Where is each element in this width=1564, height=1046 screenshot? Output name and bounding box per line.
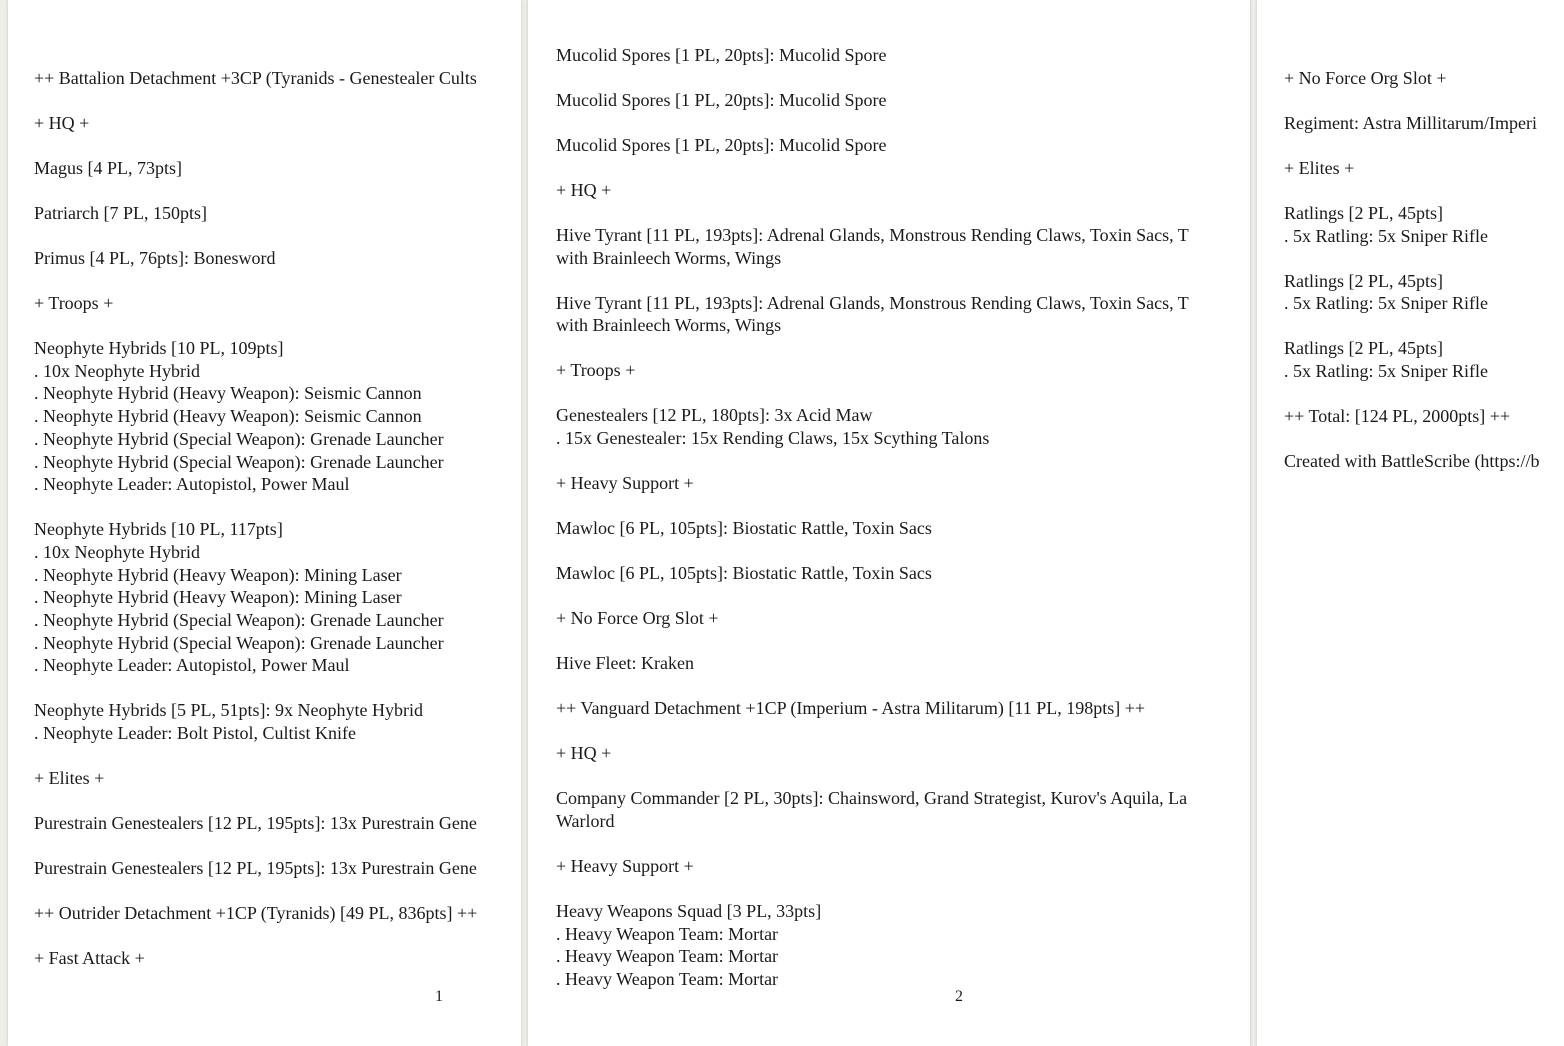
entry-detail-line: . Neophyte Hybrid (Special Weapon): Grenade Launcher (34, 632, 444, 653)
roster-entry (556, 224, 1250, 269)
entry-heading: ++ Outrider Detachment +1CP (Tyranids) [49 PL, 836pts] ++ (34, 903, 478, 924)
entry-heading: Hive Tyrant [11 PL, 193pts]: Adrenal Glands, Monstrous Rending Claws, Toxin Sacs, T (556, 292, 1189, 313)
entry-detail-line: . 10x Neophyte Hybrid (34, 360, 200, 381)
entry-detail-line: . 5x Ratling: 5x Sniper Rifle (1284, 361, 1488, 382)
roster-entry (34, 947, 521, 970)
document-page-1 (8, 0, 521, 1046)
roster-entry (556, 900, 1250, 991)
entry-heading: Heavy Weapons Squad [3 PL, 33pts] (556, 900, 822, 921)
roster-entry (1284, 337, 1564, 382)
page-content (34, 67, 521, 992)
roster-entry (34, 902, 521, 925)
entry-heading: ++ Battalion Detachment +3CP (Tyranids - Genestealer Cults (34, 68, 477, 88)
entry-heading: Genestealers [12 PL, 180pts]: 3x Acid Maw (556, 405, 873, 426)
roster-entry (556, 292, 1250, 337)
roster-entry (34, 202, 521, 225)
document-page-3 (1257, 0, 1564, 1046)
entry-heading: + Troops + (556, 360, 636, 381)
roster-entry (34, 247, 521, 270)
entry-heading: Purestrain Genestealers [12 PL, 195pts]: 13x Purestrain Gene (34, 858, 477, 879)
entry-heading: Neophyte Hybrids [10 PL, 109pts] (34, 338, 284, 358)
entry-detail-line: . 15x Genestealer: 15x Rending Claws, 15x Scything Talons (556, 428, 990, 449)
roster-entry (556, 472, 1250, 495)
roster-entry (1284, 202, 1564, 247)
entry-heading: Regiment: Astra Millitarum/Imperi (1284, 113, 1537, 133)
entry-detail-line: . Neophyte Hybrid (Heavy Weapon): Seismic Cannon (34, 406, 422, 427)
roster-entry (556, 44, 1250, 67)
roster-entry (556, 742, 1250, 765)
roster-entry (1284, 270, 1564, 315)
entry-heading: + Elites + (1284, 158, 1355, 178)
roster-entry (1284, 67, 1564, 90)
entry-heading: Mucolid Spores [1 PL, 20pts]: Mucolid Spore (556, 90, 887, 110)
roster-entry (556, 652, 1250, 675)
entry-detail-line: . Neophyte Hybrid (Special Weapon): Grenade Launcher (34, 610, 444, 631)
page-number: 1 (435, 988, 443, 1005)
entry-detail-line: . Heavy Weapon Team: Mortar (556, 923, 779, 944)
entry-heading: Hive Tyrant [11 PL, 193pts]: Adrenal Glands, Monstrous Rending Claws, Toxin Sacs, T (556, 225, 1189, 245)
entry-heading: Created with BattleScribe (https://b (1284, 451, 1540, 472)
document-page-2 (528, 0, 1250, 1046)
entry-heading: Patriarch [7 PL, 150pts] (34, 203, 207, 223)
entry-heading: + No Force Org Slot + (1284, 68, 1447, 88)
entry-heading: + Heavy Support + (556, 855, 694, 876)
roster-entry (34, 157, 521, 180)
entry-detail-line: . Neophyte Hybrid (Heavy Weapon): Mining Laser (34, 564, 402, 585)
entry-heading: + Fast Attack + (34, 948, 145, 969)
entry-heading: Mawloc [6 PL, 105pts]: Biostatic Rattle, Toxin Sacs (556, 518, 932, 539)
roster-entry (34, 857, 521, 880)
entry-detail-line: . 5x Ratling: 5x Sniper Rifle (1284, 225, 1488, 246)
entry-detail-line: . Neophyte Hybrid (Special Weapon): Grenade Launcher (34, 428, 444, 449)
entry-heading: Hive Fleet: Kraken (556, 653, 694, 674)
entry-heading: Ratlings [2 PL, 45pts] (1284, 338, 1444, 359)
roster-entry (556, 134, 1250, 157)
entry-heading: Mucolid Spores [1 PL, 20pts]: Mucolid Spore (556, 45, 887, 65)
roster-entry (34, 337, 521, 496)
entry-detail-line: . Heavy Weapon Team: Mortar (556, 968, 779, 989)
roster-entry (34, 767, 521, 790)
entry-heading: Ratlings [2 PL, 45pts] (1284, 270, 1444, 291)
roster-entry (556, 607, 1250, 630)
entry-heading: Magus [4 PL, 73pts] (34, 158, 182, 178)
entry-heading: Neophyte Hybrids [5 PL, 51pts]: 9x Neophyte Hybrid (34, 700, 423, 721)
roster-entry (1284, 450, 1564, 473)
entry-heading: Company Commander [2 PL, 30pts]: Chainsword, Grand Strategist, Kurov's Aquila, La (556, 788, 1188, 809)
entry-detail-line: . Neophyte Hybrid (Special Weapon): Grenade Launcher (34, 451, 444, 472)
entry-heading: + Heavy Support + (556, 473, 694, 494)
entry-detail-line: with Brainleech Worms, Wings (556, 315, 782, 336)
entry-heading: Mawloc [6 PL, 105pts]: Biostatic Rattle, Toxin Sacs (556, 563, 932, 584)
roster-entry (556, 787, 1250, 832)
entry-heading: + HQ + (556, 743, 612, 764)
roster-entry (1284, 405, 1564, 428)
page-content (1284, 67, 1564, 495)
entry-heading: Primus [4 PL, 76pts]: Bonesword (34, 248, 276, 268)
entry-heading: + Elites + (34, 768, 105, 789)
entry-heading: ++ Total: [124 PL, 2000pts] ++ (1284, 406, 1511, 427)
roster-entry (34, 112, 521, 135)
roster-entry (556, 855, 1250, 878)
entry-detail-line: . Neophyte Hybrid (Heavy Weapon): Mining Laser (34, 587, 402, 608)
entry-detail-line: . Heavy Weapon Team: Mortar (556, 946, 779, 967)
roster-entry (556, 359, 1250, 382)
entry-heading: Purestrain Genestealers [12 PL, 195pts]: 13x Purestrain Gene (34, 813, 477, 834)
roster-entry (34, 292, 521, 315)
entry-heading: Neophyte Hybrids [10 PL, 117pts] (34, 519, 283, 540)
roster-entry (1284, 112, 1564, 135)
entry-detail-line: with Brainleech Worms, Wings (556, 247, 782, 268)
roster-entry (34, 812, 521, 835)
entry-heading: + Troops + (34, 293, 114, 313)
entry-detail-line: . Neophyte Hybrid (Heavy Weapon): Seismic Cannon (34, 383, 422, 404)
entry-detail-line: . 10x Neophyte Hybrid (34, 541, 200, 562)
entry-heading: + No Force Org Slot + (556, 608, 719, 629)
entry-heading: ++ Vanguard Detachment +1CP (Imperium - Astra Militarum) [11 PL, 198pts] ++ (556, 698, 1145, 719)
roster-entry (556, 697, 1250, 720)
roster-entry (34, 518, 521, 677)
entry-detail-line: . Neophyte Leader: Autopistol, Power Maul (34, 655, 350, 676)
roster-entry (556, 179, 1250, 202)
entry-heading: Ratlings [2 PL, 45pts] (1284, 203, 1444, 223)
entry-heading: Mucolid Spores [1 PL, 20pts]: Mucolid Spore (556, 135, 887, 155)
entry-detail-line: . 5x Ratling: 5x Sniper Rifle (1284, 293, 1488, 314)
roster-entry (1284, 157, 1564, 180)
entry-heading: + HQ + (34, 113, 90, 133)
entry-detail-line: Warlord (556, 810, 615, 831)
entry-detail-line: . Neophyte Leader: Autopistol, Power Maul (34, 474, 350, 495)
roster-entry (556, 89, 1250, 112)
roster-entry (556, 517, 1250, 540)
page-content (556, 44, 1250, 1013)
entry-detail-line: . Neophyte Leader: Bolt Pistol, Cultist Knife (34, 723, 356, 744)
roster-entry (556, 404, 1250, 449)
entry-heading: + HQ + (556, 180, 612, 200)
roster-entry (556, 562, 1250, 585)
page-number: 2 (955, 988, 963, 1005)
roster-entry (34, 699, 521, 744)
roster-entry (34, 67, 521, 90)
